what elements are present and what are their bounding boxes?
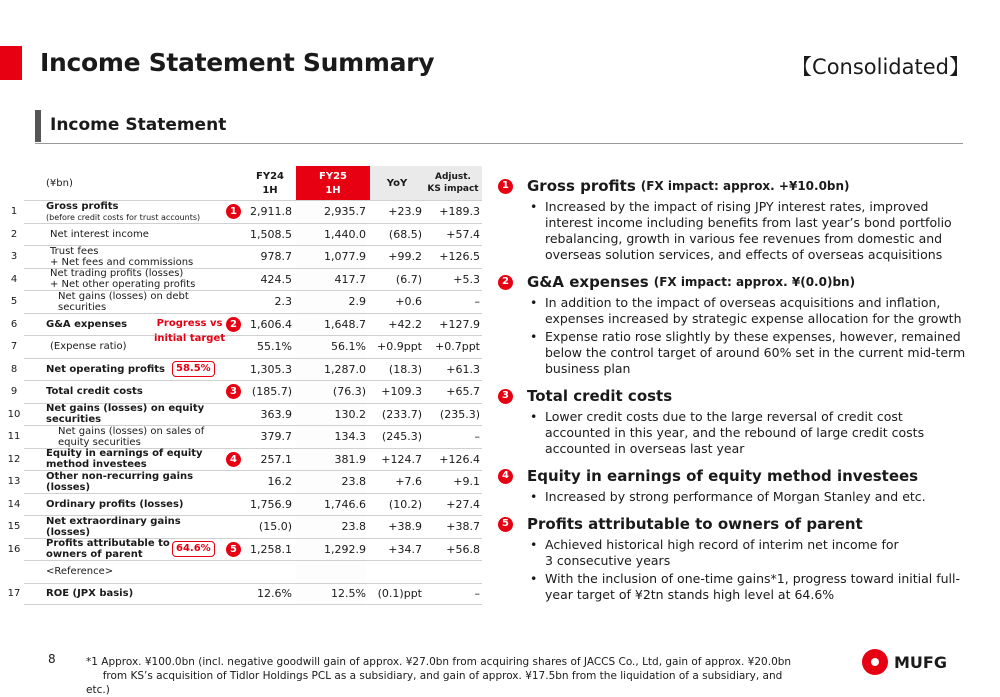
cell-adj: +127.9 — [439, 317, 480, 331]
cell-fy24: 1,756.9 — [250, 497, 292, 511]
row-label-text: Total credit costs — [46, 386, 143, 398]
key-point-bullet: • Expense ratio rose slightly by these expenses, however, remained below the control target of around 60% set in the current mid-term business plan — [498, 329, 968, 377]
cell-fy25: 12.5% — [296, 584, 366, 605]
cell-fy24: 1,258.1 — [250, 542, 292, 556]
cell-yoy: +34.7 — [388, 542, 422, 556]
row-label-text: Ordinary profits (losses) — [46, 498, 184, 510]
row-number: 1 — [10, 206, 18, 218]
row-number: 15 — [7, 521, 21, 533]
cell-adj: +9.1 — [453, 475, 480, 489]
row-label — [46, 381, 246, 403]
row-label — [58, 291, 258, 313]
table-row — [10, 335, 482, 358]
row-label — [46, 471, 246, 493]
row-label — [46, 359, 246, 381]
cell-adj — [424, 561, 480, 583]
cell-yoy: (0.1)ppt — [377, 587, 422, 601]
table-row — [7, 493, 482, 516]
cell-fy24: 16.2 — [267, 475, 292, 489]
row-label-text: Profits attributable to owners of parent — [46, 538, 170, 561]
row-label-text: Trust fees + Net fees and commissions — [50, 245, 194, 268]
key-point-fx: (FX impact: approx. +¥10.0bn) — [640, 179, 850, 193]
logo-text: MUFG — [894, 652, 947, 672]
cell-fy25: 417.7 — [296, 269, 366, 291]
row-label-text: G&A expenses — [46, 318, 128, 330]
table-row — [10, 268, 482, 291]
cell-fy24: 12.6% — [257, 587, 292, 601]
cell-fy25: 1,287.0 — [296, 359, 366, 381]
row-number: 14 — [7, 498, 21, 510]
key-points — [498, 175, 968, 611]
cell-yoy: +0.9ppt — [377, 340, 422, 354]
cell-adj: – — [474, 295, 480, 309]
row-number: 9 — [10, 386, 18, 398]
col-adj-label: Adjust. KS impact — [427, 172, 479, 194]
row-label-text: Gross profits — [46, 200, 119, 212]
row-number — [4, 561, 24, 583]
row-label-text: (Expense ratio) — [50, 341, 127, 353]
row-number: 16 — [7, 543, 21, 555]
cell-yoy: +38.9 — [388, 520, 422, 534]
table-row — [10, 200, 482, 223]
row-label — [46, 449, 246, 471]
point-marker-2: 2 — [226, 317, 241, 332]
cell-fy24: 978.7 — [260, 250, 292, 264]
table-row — [10, 358, 482, 381]
key-point-heading — [498, 175, 968, 197]
progress-badge-net-operating: 58.5% — [172, 361, 215, 377]
point-marker-icon: 2 — [498, 275, 513, 290]
row-number: 2 — [10, 228, 18, 240]
row-label — [46, 494, 246, 516]
key-point-heading — [498, 513, 968, 535]
key-point-title: Profits attributable to owners of parent — [527, 515, 863, 533]
key-point-bullet: • In addition to the impact of overseas acquisitions and inflation, expenses increased by strategic expense allocation for the growth — [498, 295, 968, 327]
row-label-text: Net operating profits — [46, 363, 165, 375]
table-row — [7, 583, 482, 606]
row-number: 11 — [7, 431, 21, 443]
row-label — [46, 561, 246, 583]
row-number: 6 — [10, 318, 18, 330]
row-label-text: Net extraordinary gains (losses) — [46, 515, 181, 538]
cell-adj: (235.3) — [439, 407, 480, 421]
unit-label: (¥bn) — [46, 178, 73, 189]
cell-fy25 — [296, 561, 366, 583]
cell-yoy: +0.6 — [395, 295, 422, 309]
cell-adj: +126.4 — [439, 452, 480, 466]
cell-yoy: (18.3) — [388, 362, 422, 376]
key-point-heading — [498, 271, 968, 293]
row-label — [46, 584, 246, 605]
key-point-bullet: • Achieved historical high record of interim net income for 3 consecutive years — [498, 537, 968, 569]
key-point — [498, 513, 968, 603]
income-statement-table — [7, 166, 482, 605]
cell-fy24 — [244, 561, 292, 583]
col-yoy-label: YoY — [386, 178, 408, 189]
key-point — [498, 175, 968, 263]
row-label — [46, 516, 246, 538]
cell-fy24: 2,911.8 — [250, 205, 292, 219]
point-marker-1: 1 — [226, 204, 241, 219]
key-point-heading — [498, 385, 968, 407]
cell-yoy: (68.5) — [388, 227, 422, 241]
table-row — [7, 403, 482, 426]
row-number: 3 — [10, 251, 18, 263]
cell-fy24: 55.1% — [257, 340, 292, 354]
cell-fy25: 23.8 — [296, 516, 366, 538]
point-marker-5: 5 — [226, 542, 241, 557]
row-label-text: Net trading profits (losses) + Net other operating profits — [50, 268, 196, 291]
cell-fy24: 363.9 — [260, 407, 292, 421]
key-point-bullet: • With the inclusion of one-time gains*1, progress toward initial full-year target of ¥2tn stands high level at 64.6% — [498, 571, 968, 603]
table-row — [7, 470, 482, 493]
cell-yoy: +7.6 — [395, 475, 422, 489]
title-accent-bar — [0, 46, 22, 80]
row-label-text: Equity in earnings of equity method investees — [46, 448, 203, 471]
cell-fy24: 1,508.5 — [250, 227, 292, 241]
point-marker-icon: 1 — [498, 179, 513, 194]
cell-fy25: 23.8 — [296, 471, 366, 493]
col-fy25-label: FY25 1H — [319, 171, 347, 196]
page-title: Income Statement Summary — [40, 48, 435, 77]
cell-adj: +38.7 — [446, 520, 480, 534]
point-marker-3: 3 — [226, 384, 241, 399]
row-label-text: ROE (JPX basis) — [46, 588, 134, 600]
row-number: 13 — [7, 476, 21, 488]
point-marker-4: 4 — [226, 452, 241, 467]
cell-adj: +189.3 — [439, 205, 480, 219]
table-row — [10, 223, 482, 246]
row-number: 10 — [7, 408, 21, 420]
cell-yoy: +23.9 — [388, 205, 422, 219]
section-accent-bar — [35, 110, 41, 142]
row-number: 4 — [10, 273, 18, 285]
table-row — [7, 425, 482, 448]
cell-fy25: 1,648.7 — [296, 314, 366, 336]
cell-yoy — [370, 561, 422, 583]
key-point — [498, 385, 968, 457]
row-label — [50, 246, 250, 268]
cell-fy25: 56.1% — [296, 336, 366, 358]
cell-fy25: 2,935.7 — [296, 201, 366, 223]
cell-adj: +65.7 — [446, 385, 480, 399]
cell-yoy: +42.2 — [388, 317, 422, 331]
col-fy24 — [244, 166, 296, 200]
cell-fy25: 1,440.0 — [296, 224, 366, 246]
cell-fy25: 1,746.6 — [296, 494, 366, 516]
key-point — [498, 465, 968, 505]
key-point-title: Gross profits — [527, 177, 636, 195]
cell-fy24: 424.5 — [260, 272, 292, 286]
table-header — [24, 166, 482, 200]
key-point-heading — [498, 465, 968, 487]
row-label — [46, 404, 246, 426]
row-number: 7 — [10, 341, 18, 353]
row-label — [50, 224, 250, 246]
key-point-title: Total credit costs — [527, 387, 673, 405]
row-label-sub: (before credit costs for trust accounts) — [46, 212, 201, 222]
table-row — [7, 538, 482, 561]
cell-fy24: 1,606.4 — [250, 317, 292, 331]
key-point-bullet: • Increased by strong performance of Morgan Stanley and etc. — [498, 489, 968, 505]
col-yoy — [370, 166, 424, 200]
cell-fy24: 1,305.3 — [250, 362, 292, 376]
key-point-title: G&A expenses — [527, 273, 649, 291]
cell-fy25: 2.9 — [296, 291, 366, 313]
mufg-logo — [862, 649, 947, 675]
col-adj — [424, 166, 482, 200]
row-label-text: Net interest income — [50, 228, 149, 240]
row-label-text: Net gains (losses) on equity securities — [46, 403, 205, 426]
row-label — [58, 426, 258, 448]
table-row — [7, 448, 482, 471]
page-number: 8 — [48, 652, 56, 666]
cell-adj: – — [474, 587, 480, 601]
section-title: Income Statement — [50, 115, 227, 135]
table-row — [10, 380, 482, 403]
col-fy24-label: FY24 1H — [256, 171, 284, 196]
cell-fy25: 130.2 — [296, 404, 366, 426]
cell-fy25: 1,077.9 — [296, 246, 366, 268]
cell-adj: – — [474, 430, 480, 444]
cell-adj: +0.7ppt — [435, 340, 480, 354]
cell-fy25: 381.9 — [296, 449, 366, 471]
point-marker-icon: 5 — [498, 517, 513, 532]
cell-adj: +61.3 — [446, 362, 480, 376]
cell-yoy: (233.7) — [381, 407, 422, 421]
mufg-logo-icon — [862, 649, 888, 675]
cell-fy24: (15.0) — [258, 520, 292, 534]
row-label-text: Net gains (losses) on sales of equity securities — [58, 425, 205, 448]
cell-yoy: +99.2 — [388, 250, 422, 264]
cell-fy25: 134.3 — [296, 426, 366, 448]
section-divider — [35, 143, 963, 144]
key-point — [498, 271, 968, 377]
row-label-text: Net gains (losses) on debt securities — [58, 290, 189, 313]
cell-fy24: 379.7 — [260, 430, 292, 444]
cell-adj: +27.4 — [446, 497, 480, 511]
row-number: 5 — [10, 296, 18, 308]
table-row — [10, 245, 482, 268]
row-number: 8 — [10, 363, 18, 375]
cell-adj: +5.3 — [453, 272, 480, 286]
row-label — [46, 201, 246, 223]
cell-fy25: (76.3) — [296, 381, 366, 403]
progress-badge-profits: 64.6% — [172, 541, 215, 557]
table-row — [10, 313, 482, 336]
footnote: *1 Approx. ¥100.0bn (incl. negative goodwill gain of approx. ¥27.0bn from acquiring shares of JACCS Co., Ltd, gain of approx. ¥20.0bn from KS’s acquisition of Tidlor Holdings PCL as a subsidiary, and gain of approx. ¥17.5bn from the liquidation of a subsidiary, and etc.) — [86, 656, 792, 696]
cell-yoy: (6.7) — [395, 272, 422, 286]
cell-fy24: 257.1 — [260, 452, 292, 466]
table-body — [7, 200, 482, 605]
cell-fy24: (185.7) — [251, 385, 292, 399]
key-point-bullet: • Lower credit costs due to the large reversal of credit cost accounted in this year, and the rebound of large credit costs accounted in overseas last year — [498, 409, 968, 457]
row-label — [50, 269, 250, 291]
scope-label: 【Consolidated】 — [791, 55, 970, 79]
row-label — [46, 539, 246, 561]
cell-yoy: +124.7 — [381, 452, 422, 466]
cell-adj: +126.5 — [439, 250, 480, 264]
cell-adj: +57.4 — [446, 227, 480, 241]
row-label-text: <Reference> — [46, 566, 114, 578]
cell-yoy: +109.3 — [381, 385, 422, 399]
col-fy25 — [296, 166, 370, 200]
key-point-fx: (FX impact: approx. ¥(0.0)bn) — [653, 275, 856, 289]
cell-fy25: 1,292.9 — [296, 539, 366, 561]
row-number: 12 — [7, 453, 21, 465]
row-label-text: Other non-recurring gains (losses) — [46, 470, 194, 493]
key-point-title: Equity in earnings of equity method investees — [527, 467, 919, 485]
cell-yoy: (10.2) — [388, 497, 422, 511]
table-row — [10, 290, 482, 313]
cell-fy24: 2.3 — [274, 295, 292, 309]
point-marker-icon: 4 — [498, 469, 513, 484]
point-marker-icon: 3 — [498, 389, 513, 404]
progress-note: Progress vs initial target — [154, 317, 226, 344]
key-point-bullet: • Increased by the impact of rising JPY interest rates, improved interest income including benefits from last year’s bond portfolio rebalancing, growth in various fee revenues from domestic and overseas solution services, and effects of overseas acquisitions — [498, 199, 968, 263]
cell-adj: +56.8 — [446, 542, 480, 556]
table-row — [24, 560, 482, 583]
table-row — [7, 515, 482, 538]
row-number: 17 — [7, 588, 21, 600]
cell-yoy: (245.3) — [381, 430, 422, 444]
